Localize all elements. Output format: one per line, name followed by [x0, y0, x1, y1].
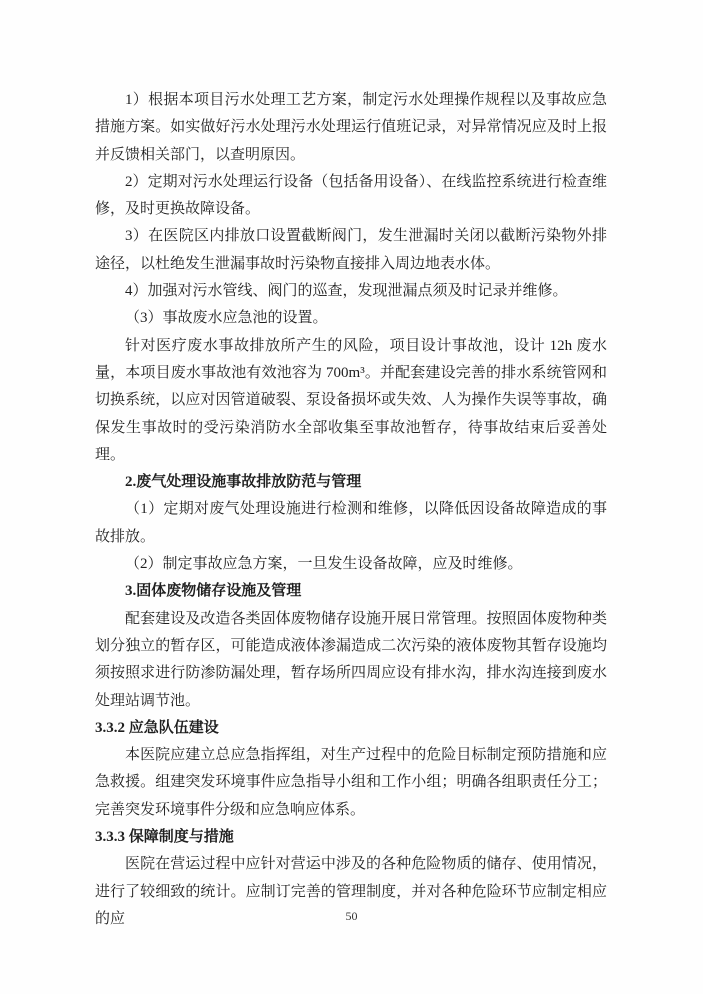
paragraph-wastewater-item-2: 2）定期对污水处理运行设备（包括备用设备）、在线监控系统进行检查维修，及时更换故障设备。 — [95, 173, 607, 218]
paragraph-waste-gas-item-1: （1）定期对废气处理设施进行检测和维修，以降低因设备故障造成的事故排放。 — [95, 501, 607, 545]
paragraph-solid-waste-detail: 配套建设及改造各类固体废物储存设施开展日常管理。按照固体废物种类划分独立的暂存区，可能造成液体渗漏造成二次污染的液体废物其暂存设施均须按照求进行防渗防漏处理，暂存场所四周应设有排水沟，排水沟连接到废水处理站调节池。 — [95, 610, 607, 709]
heading-waste-gas-management: 2.废气处理设施事故排放防范与管理 — [125, 474, 362, 491]
paragraph-accident-pool-detail: 针对医疗废水事故排放所产生的风险，项目设计事故池，设计 12h 废水量，本项目废水事故池有效池容为 700m³。并配套建设完善的排水系统管网和切换系统，以应对因管道破裂、泵设备损坏或失效、人为操作失误等事故，确保发生事故时的受污染消防水全部收集至事故池暂存，待事故结束后妥善处理。 — [95, 337, 607, 463]
page-number: 50 — [345, 909, 358, 923]
heading-solid-waste-management: 3.固体废物储存设施及管理 — [125, 583, 302, 600]
paragraph-safeguard-measures: 医院在营运过程中应针对营运中涉及的各种危险物质的储存、使用情况，进行了较细致的统计。应制订完善的管理制度，并对各种危险环节应制定相应的应 — [95, 856, 607, 927]
paragraph-waste-gas-item-2: （2）制定事故应急方案，一旦发生设备故障，应及时维修。 — [125, 556, 523, 573]
heading-section-3-3-3: 3.3.3 保障制度与措施 — [95, 829, 234, 846]
paragraph-emergency-team: 本医院应建立总应急指挥组，对生产过程中的危险目标制定预防措施和应急救援。组建突发环境事件应急指导小组和工作小组；明确各组职责任分工；完善突发环境事件分级和应急响应体系。 — [95, 747, 607, 818]
paragraph-accident-pool-title: （3）事故废水应急池的设置。 — [125, 310, 328, 327]
paragraph-wastewater-item-1: 1）根据本项目污水处理工艺方案，制定污水处理操作规程以及事故应急措施方案。如实做好污水处理污水处理运行值班记录，对异常情况应及时上报并反馈相关部门，以查明原因。 — [95, 92, 607, 163]
paragraph-wastewater-item-4: 4）加强对污水管线、阀门的巡查，发现泄漏点须及时记录并维修。 — [125, 283, 568, 300]
heading-section-3-3-2: 3.3.2 应急队伍建设 — [95, 719, 219, 736]
document-body — [95, 87, 607, 933]
paragraph-wastewater-item-3: 3）在医院区内排放口设置截断阀门，发生泄漏时关闭以截断污染物外排途径，以杜绝发生泄漏事故时污染物直接排入周边地表水体。 — [95, 228, 607, 272]
